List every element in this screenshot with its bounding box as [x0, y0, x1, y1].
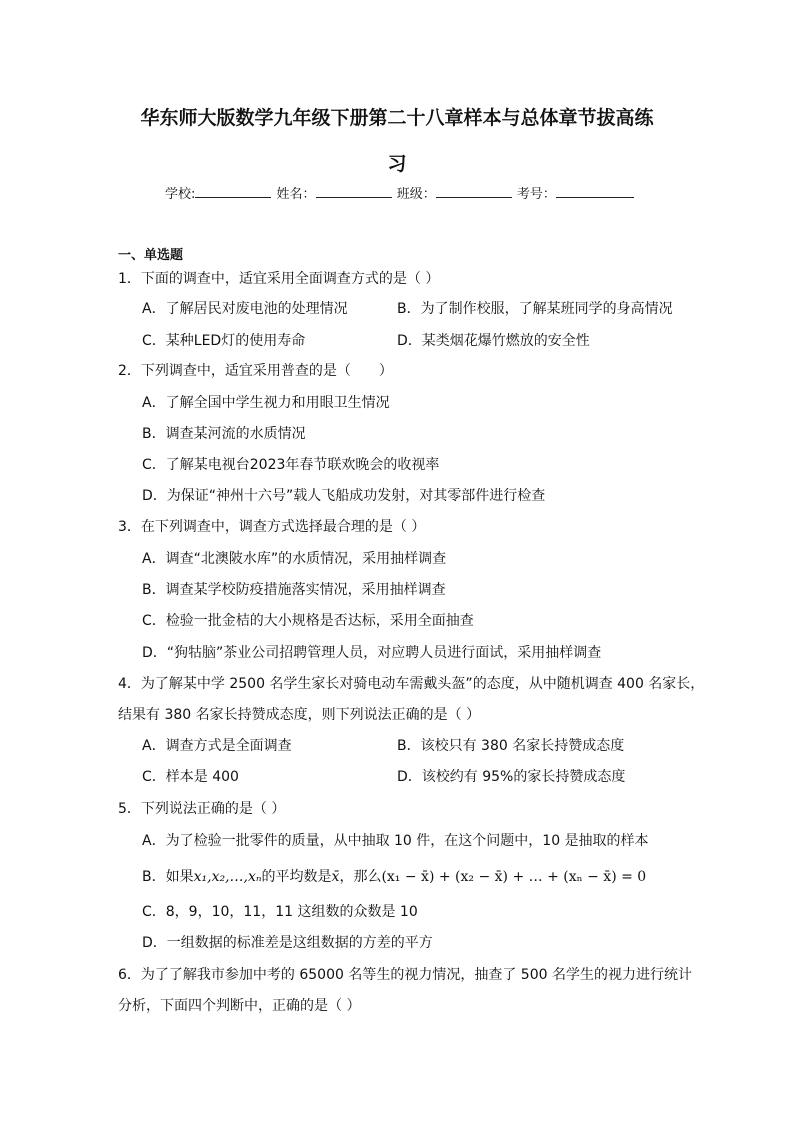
- question-2-option-c: C．了解某电视台2023年春节联欢晚会的收视率: [142, 457, 440, 473]
- school-label: 学校:: [165, 187, 196, 202]
- question-5-option-a: A．为了检验一批零件的质量，从中抽取 10 件，在这个问题中，10 是抽取的样本: [142, 833, 649, 849]
- class-blank[interactable]: [436, 184, 512, 198]
- question-1-option-d: D．某类烟花爆竹燃放的安全性: [397, 333, 590, 349]
- question-1-option-a: A．了解居民对废电池的处理情况: [142, 301, 348, 317]
- question-1-option-b: B．为了制作校服，了解某班同学的身高情况: [397, 301, 673, 317]
- question-3-option-b: B．调查某学校防疫措施落实情况，采用抽样调查: [142, 582, 446, 598]
- option-b-prefix: B．如果: [142, 869, 194, 885]
- exam-number-label: 考号：: [516, 187, 556, 202]
- student-info-line: [165, 183, 635, 202]
- question-1-option-c: C．某种LED灯的使用寿命: [142, 333, 306, 349]
- question-3-option-d: D．“狗牯脑”茶业公司招聘管理人员，对应聘人员进行面试，采用抽样调查: [142, 645, 602, 661]
- question-6-stem: 6．为了了解我市参加中考的 65000 名等生的视力情况，抽查了 500 名学生的视力进行统计: [118, 967, 692, 983]
- question-3-stem: 3．在下列调查中，调查方式选择最合理的是（ ）: [118, 519, 426, 535]
- option-b-mid-text: 的平均数是: [261, 869, 332, 885]
- option-b-variables: x₁,x₂,…,xₙ: [193, 869, 262, 885]
- question-2-option-b: B．调查某河流的水质情况: [142, 426, 306, 442]
- question-5-option-d: D．一组数据的标准差是这组数据的方差的平方: [142, 935, 433, 951]
- page-title: 华东师大版数学九年级下册第二十八章样本与总体章节拔高练: [140, 107, 654, 129]
- question-2-option-d: D．为保证“神州十六号”载人飞船成功发射，对其零部件进行检查: [142, 488, 546, 504]
- question-3-option-c: C．检验一批金桔的大小规格是否达标，采用全面抽查: [142, 613, 474, 629]
- name-label: 姓名：: [276, 187, 316, 202]
- question-5-option-c: C．8，9，10，11，11 这组数的众数是 10: [142, 904, 418, 920]
- class-label: 班级：: [396, 187, 436, 202]
- question-2-option-a: A．了解全国中学生视力和用眼卫生情况: [142, 395, 390, 411]
- page-title-continued: 习: [387, 153, 407, 175]
- question-4-stem: 4．为了解某中学 2500 名学生家长对骑电动车需戴头盔”的态度，从中随机调查 400 名家长，: [118, 676, 705, 692]
- question-5-stem: 5．下列说法正确的是（ ）: [118, 801, 286, 817]
- option-b-mean-symbol: x̄: [331, 869, 340, 885]
- question-1-stem: 1．下面的调查中，适宜采用全面调查方式的是（ ）: [118, 271, 440, 287]
- question-5-option-b: [142, 866, 646, 886]
- question-4-option-b: B．该校只有 380 名家长持赞成态度: [397, 738, 625, 754]
- option-b-formula: (x₁ − x̄) + (x₂ − x̄) + … + (xₙ − x̄) = 0: [381, 869, 647, 885]
- question-4-option-c: C．样本是 400: [142, 769, 239, 785]
- option-b-then-text: ，那么: [339, 869, 382, 885]
- section-heading: 一、单选题: [118, 248, 184, 263]
- question-3-option-a: A．调查“北澳陂水库”的水质情况，采用抽样调查: [142, 551, 447, 567]
- school-blank[interactable]: [195, 184, 271, 198]
- question-4-option-a: A．调查方式是全面调查: [142, 738, 292, 754]
- question-2-stem: 2．下列调查中，适宜采用普查的是（ ）: [118, 363, 393, 379]
- exam-number-blank[interactable]: [556, 184, 634, 198]
- question-6-stem-continued: 分析，下面四个判断中，正确的是（ ）: [118, 998, 361, 1014]
- question-4-stem-continued: 结果有 380 名家长持赞成态度，则下列说法正确的是（ ）: [118, 707, 481, 723]
- question-4-option-d: D．该校约有 95%的家长持赞成态度: [397, 769, 626, 785]
- name-blank[interactable]: [316, 184, 392, 198]
